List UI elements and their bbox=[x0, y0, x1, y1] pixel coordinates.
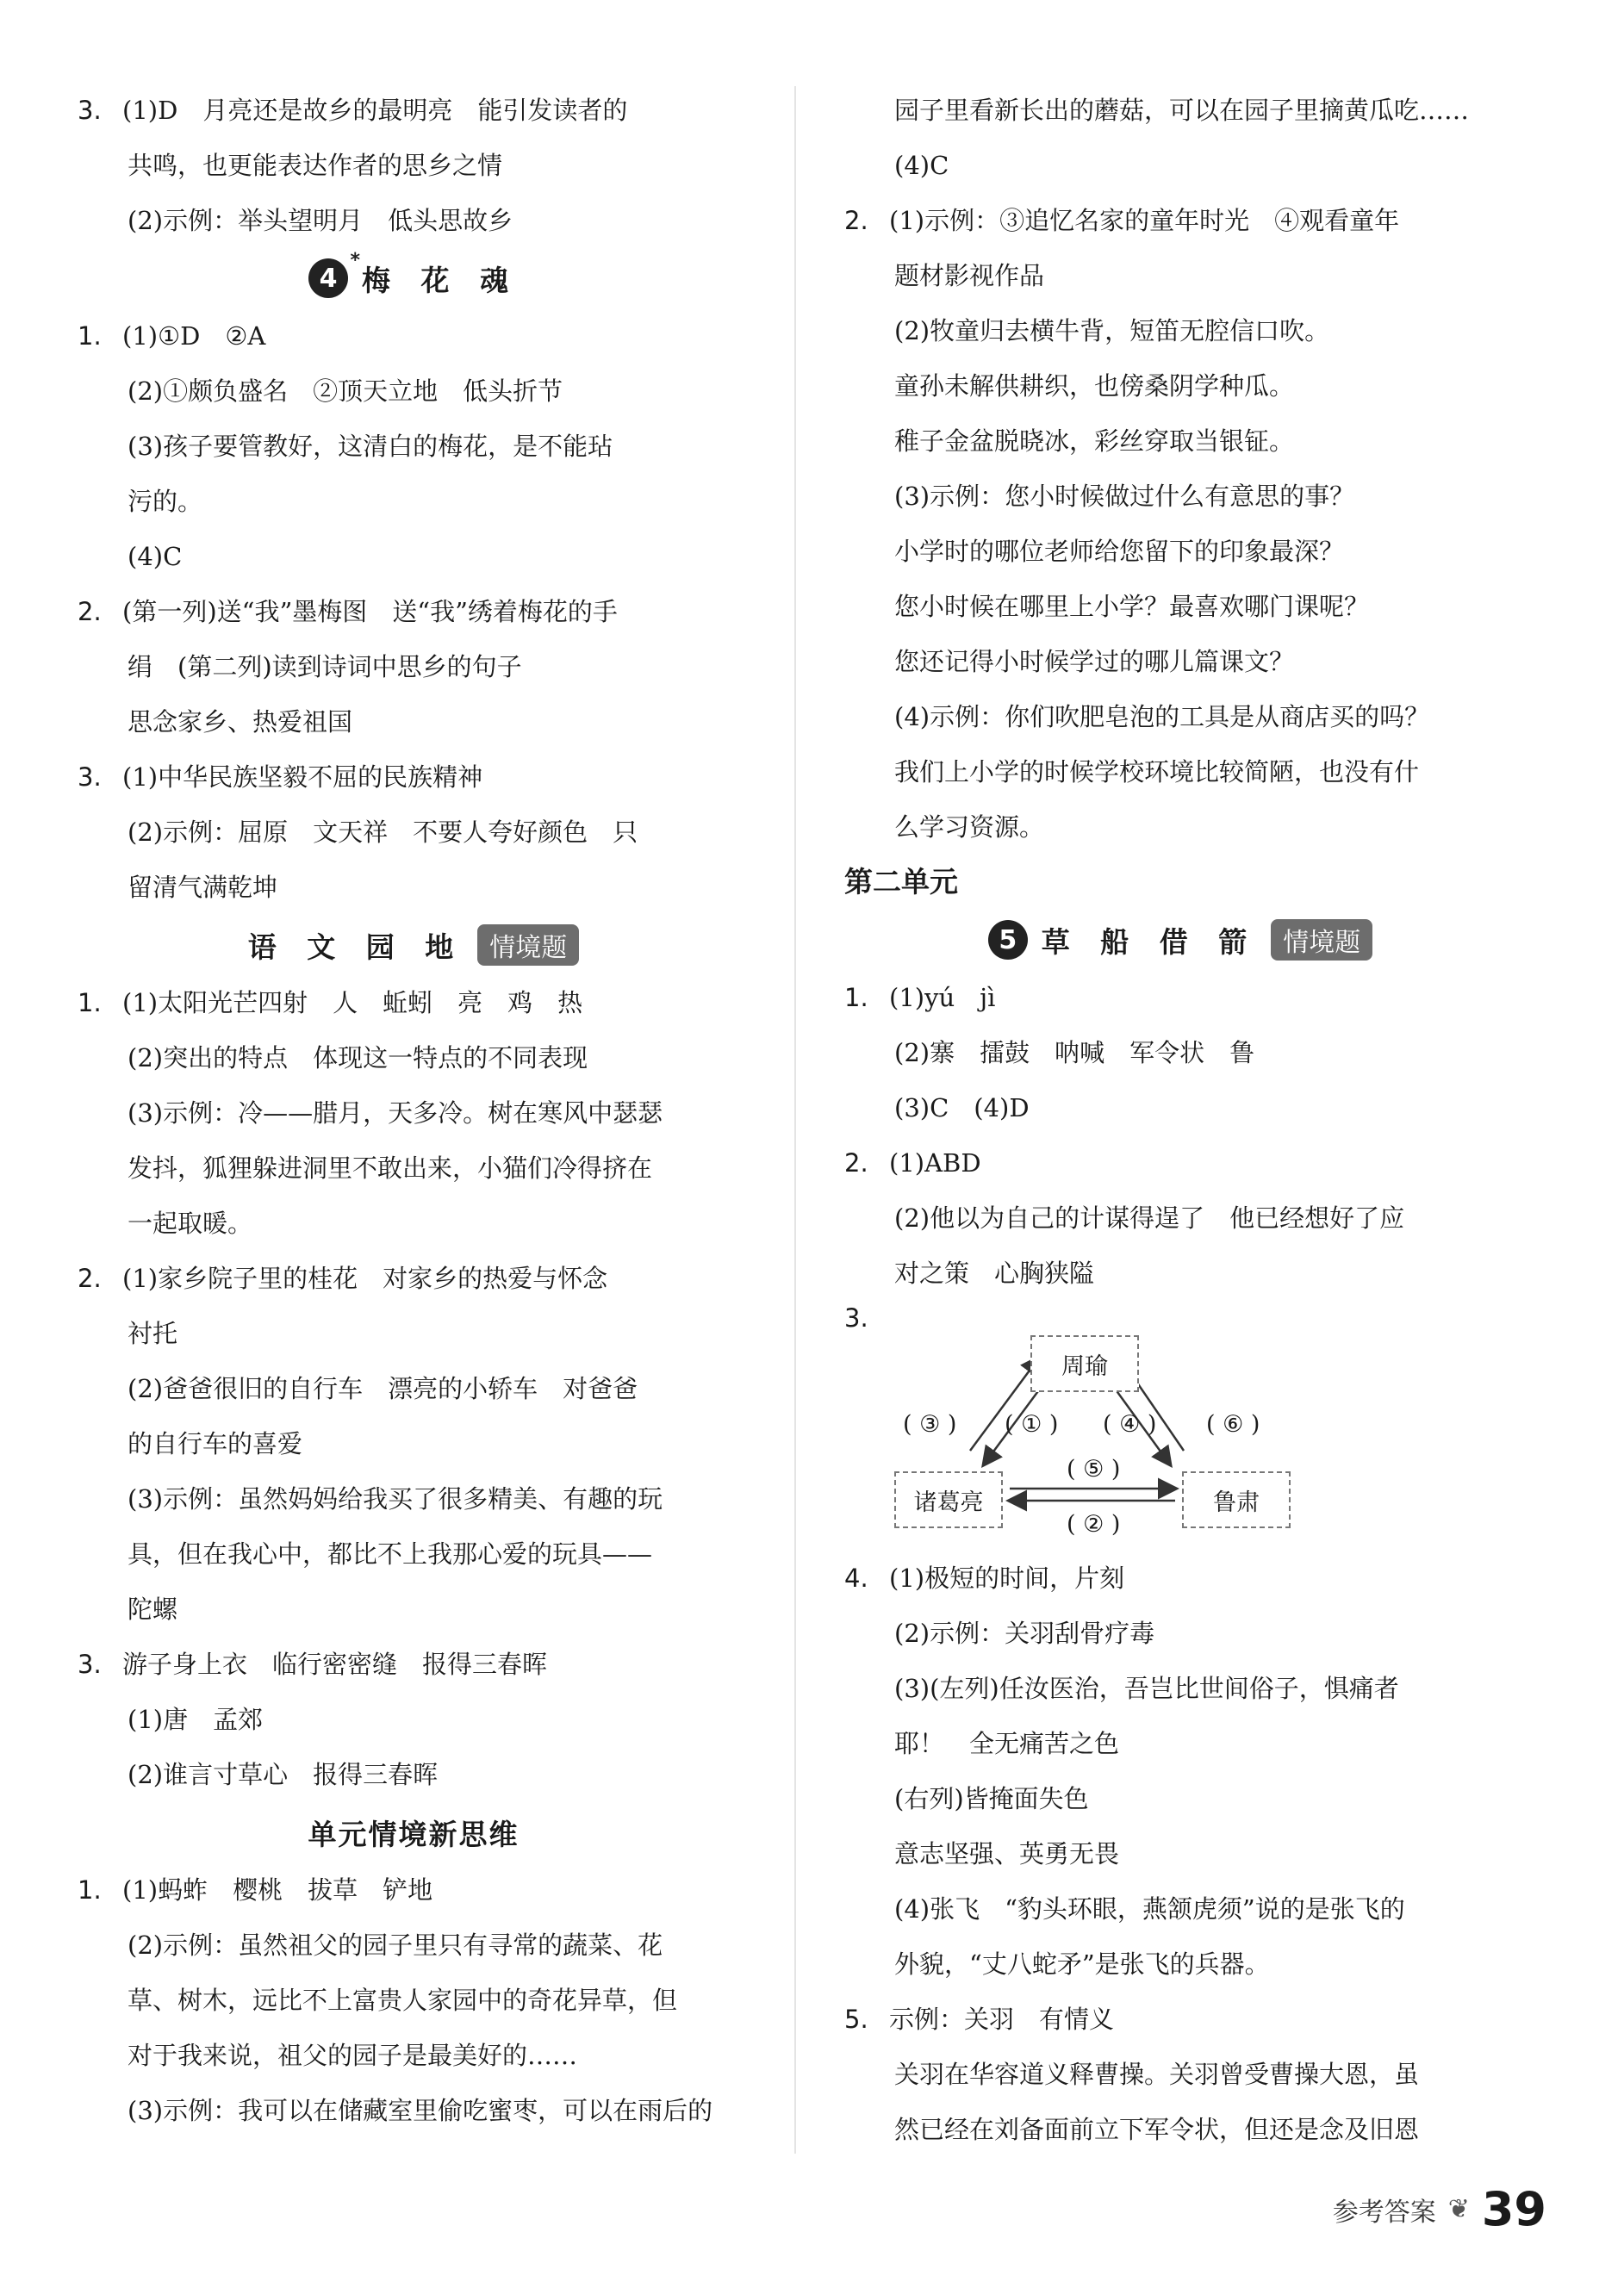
label-2: ( ② ) bbox=[1067, 1511, 1121, 1538]
lesson-5-more-answers bbox=[844, 1551, 1516, 2157]
answer-line: 思念家乡、热爱祖国 bbox=[128, 707, 353, 737]
answer-line: (3)(左列)任汝医治，吾岂比世间俗子，惧痛者 bbox=[894, 1674, 1399, 1703]
section-title: 语 文 园 地 bbox=[247, 930, 464, 964]
sprout-icon: ❦ bbox=[1447, 2194, 1470, 2224]
danyuan-answers bbox=[78, 1862, 750, 2138]
answer-line: 么学习资源。 bbox=[894, 812, 1045, 842]
lesson-number-badge: 5 bbox=[988, 920, 1028, 960]
left-column bbox=[78, 83, 750, 2138]
answer-line: (2)突出的特点 体现这一特点的不同表现 bbox=[128, 1043, 588, 1072]
answer-line: 的自行车的喜爱 bbox=[128, 1429, 303, 1458]
answer-line: 园子里看新长出的蘑菇，可以在园子里摘黄瓜吃…… bbox=[894, 96, 1470, 125]
answer-line: 对之策 心胸狭隘 bbox=[894, 1259, 1095, 1288]
question-number: 1. bbox=[78, 988, 102, 1017]
answer-line: 发抖，狐狸躲进洞里不敢出来，小猫们冷得挤在 bbox=[128, 1153, 653, 1183]
answer-line: 您小时候在哪里上小学？最喜欢哪门课呢？ bbox=[894, 592, 1370, 621]
answer-text: (1)D 月亮还是故乡的最明亮 能引发读者的 bbox=[122, 96, 628, 125]
label-4: ( ④ ) bbox=[1103, 1411, 1157, 1438]
answer-line: 外貌，“丈八蛇矛”是张飞的兵器。 bbox=[894, 1949, 1270, 1979]
answer-line: (2)示例：屈原 文天祥 不要人夸好颜色 只 bbox=[128, 818, 638, 847]
lesson-5-answers bbox=[844, 970, 1516, 1301]
answer-line: 题材影视作品 bbox=[894, 261, 1045, 290]
section-title: 单元情境新思维 bbox=[308, 1817, 520, 1851]
question-number: 2. bbox=[78, 597, 102, 626]
lesson-title: 梅 花 魂 bbox=[362, 263, 519, 297]
answer-line: (4)示例：你们吹肥皂泡的工具是从商店买的吗？ bbox=[894, 702, 1430, 731]
yuwen-answers bbox=[78, 975, 750, 1802]
answer-line: 关羽在华容道义释曹操。关羽曾受曹操大恩，虽 bbox=[894, 2060, 1420, 2089]
left-top-block bbox=[78, 83, 750, 248]
column-divider bbox=[794, 86, 796, 2154]
answer-line: (3)示例：我可以在储藏室里偷吃蜜枣，可以在雨后的 bbox=[128, 2096, 713, 2125]
question-number: 1. bbox=[78, 1875, 102, 1905]
scenario-badge: 情境题 bbox=[477, 924, 579, 966]
answer-line: (2)①颇负盛名 ②顶天立地 低头折节 bbox=[128, 376, 563, 406]
answer-line: 5. 示例：关羽 有情义 bbox=[844, 1992, 1516, 2047]
answer-line: 2. (1)ABD bbox=[844, 1135, 1516, 1191]
answer-line: 童孙未解供耕织，也傍桑阴学种瓜。 bbox=[894, 371, 1295, 401]
answer-line: 意志坚强、英勇无畏 bbox=[894, 1839, 1120, 1868]
page-footer bbox=[1333, 2182, 1546, 2236]
question-number: 3. bbox=[78, 96, 102, 125]
right-column bbox=[844, 83, 1516, 2157]
danyuan-heading bbox=[78, 1802, 750, 1862]
answer-line: 然已经在刘备面前立下军令状，但还是念及旧恩 bbox=[894, 2115, 1420, 2144]
node-zhugeliang: 诸葛亮 bbox=[894, 1471, 1003, 1528]
label-5: ( ⑤ ) bbox=[1067, 1456, 1121, 1483]
scenario-badge: 情境题 bbox=[1271, 919, 1372, 961]
answer-line: (3)示例：冷——腊月，天多冷。树在寒风中瑟瑟 bbox=[128, 1098, 663, 1128]
answer-line: 1. (1)yú jì bbox=[844, 970, 1516, 1025]
answer-line: (3)示例：您小时候做过什么有意思的事？ bbox=[894, 482, 1355, 511]
answer-line: (2)示例：举头望明月 低头思故乡 bbox=[128, 206, 513, 235]
answer-line: 1. (1)太阳光芒四射 人 蚯蚓 亮 鸡 热 bbox=[78, 975, 750, 1030]
right-top-block bbox=[844, 83, 1516, 855]
answer-line bbox=[78, 83, 750, 138]
answer-line: (4)C bbox=[894, 151, 949, 180]
answer-line: 对于我来说，祖父的园子是最美好的…… bbox=[128, 2041, 578, 2070]
footer-label: 参考答案 bbox=[1332, 2197, 1436, 2228]
label-6: ( ⑥ ) bbox=[1206, 1411, 1260, 1438]
answer-line: 1. (1)蚂蚱 樱桃 拔草 铲地 bbox=[78, 1862, 750, 1918]
answer-line: 2. (第一列)送“我”墨梅图 送“我”绣着梅花的手 bbox=[78, 584, 750, 639]
answer-line: (2)寨 擂鼓 呐喊 军令状 鲁 bbox=[894, 1038, 1255, 1067]
node-zhouyu: 周瑜 bbox=[1030, 1335, 1139, 1392]
answer-line: 您还记得小时候学过的哪儿篇课文？ bbox=[894, 647, 1295, 676]
answer-line: 留清气满乾坤 bbox=[128, 873, 278, 902]
answer-line: (4)C bbox=[128, 542, 183, 571]
lesson-5-heading bbox=[844, 910, 1516, 970]
lesson-4-heading bbox=[78, 248, 750, 308]
question-number: 3. bbox=[78, 762, 102, 792]
lesson-number-badge: 4 * bbox=[308, 258, 348, 298]
answer-line: (3)孩子要管教好，这清白的梅花，是不能玷 bbox=[128, 432, 613, 461]
answer-line: 陀螺 bbox=[128, 1595, 178, 1624]
question-number: 3. bbox=[78, 1650, 102, 1679]
node-lusu: 鲁肃 bbox=[1182, 1471, 1291, 1528]
answer-line: (2)爸爸很旧的自行车 漂亮的小轿车 对爸爸 bbox=[128, 1374, 638, 1403]
answer-line: 一起取暖。 bbox=[128, 1209, 253, 1238]
star-icon: * bbox=[350, 250, 360, 271]
answer-line: 小学时的哪位老师给您留下的印象最深？ bbox=[894, 537, 1345, 566]
question-number: 3. bbox=[844, 1303, 868, 1333]
question-number: 2. bbox=[78, 1264, 102, 1293]
answer-line: 我们上小学的时候学校环境比较简陋，也没有什 bbox=[894, 757, 1420, 786]
answer-line: 绢 (第二列)读到诗词中思乡的句子 bbox=[128, 652, 522, 681]
answer-line: 4. (1)极短的时间，片刻 bbox=[844, 1551, 1516, 1606]
answer-line: (2)示例：关羽刮骨疗毒 bbox=[894, 1619, 1155, 1648]
answer-line: 共鸣，也更能表达作者的思乡之情 bbox=[128, 151, 503, 180]
unit-heading: 第二单元 bbox=[844, 865, 958, 898]
answer-line: (2)牧童归去横牛背，短笛无腔信口吹。 bbox=[894, 316, 1330, 345]
answer-line: (1)唐 孟郊 bbox=[128, 1705, 264, 1734]
label-1: ( ① ) bbox=[1005, 1411, 1059, 1438]
answer-line: 3. 游子身上衣 临行密密缝 报得三春晖 bbox=[78, 1637, 750, 1692]
answer-line: 2. (1)家乡院子里的桂花 对家乡的热爱与怀念 bbox=[78, 1251, 750, 1306]
answer-line: 污的。 bbox=[128, 487, 203, 516]
question-number: 2. bbox=[844, 206, 868, 235]
answer-line: (2)示例：虽然祖父的园子里只有寻常的蔬菜、花 bbox=[128, 1931, 663, 1960]
question-number: 1. bbox=[844, 983, 868, 1012]
question-number: 2. bbox=[844, 1148, 868, 1178]
answer-line: (3)C (4)D bbox=[894, 1093, 1030, 1122]
page-number: 39 bbox=[1481, 2182, 1546, 2236]
answer-line: 1. (1)①D ②A bbox=[78, 308, 750, 364]
answer-line: (2)谁言寸草心 报得三春晖 bbox=[128, 1760, 439, 1789]
relationship-diagram bbox=[894, 1335, 1516, 1551]
answer-line: 3. (1)中华民族坚毅不屈的民族精神 bbox=[78, 749, 750, 805]
question-number: 1. bbox=[78, 321, 102, 351]
answer-line: 耶！ 全无痛苦之色 bbox=[894, 1729, 1120, 1758]
yuwen-yuandi-heading bbox=[78, 915, 750, 975]
answer-line: 2. (1)示例：③追忆名家的童年时光 ④观看童年 bbox=[844, 193, 1516, 248]
answer-line bbox=[844, 1301, 1516, 1335]
answer-line: 具，但在我心中，都比不上我那心爱的玩具—— bbox=[128, 1539, 653, 1569]
answer-line: (右列)皆掩面失色 bbox=[894, 1784, 1089, 1813]
question-number: 5. bbox=[844, 2005, 868, 2034]
label-3: ( ③ ) bbox=[903, 1411, 957, 1438]
answer-line: 草、树木，远比不上富贵人家园中的奇花异草，但 bbox=[128, 1986, 678, 2015]
answer-line: (4)张飞 “豹头环眼，燕颔虎须”说的是张飞的 bbox=[894, 1894, 1405, 1924]
answer-line: (3)示例：虽然妈妈给我买了很多精美、有趣的玩 bbox=[128, 1484, 663, 1514]
answer-line: 稚子金盆脱晓冰，彩丝穿取当银钲。 bbox=[894, 426, 1295, 456]
question-number: 4. bbox=[844, 1564, 868, 1593]
lesson-4-answers bbox=[78, 308, 750, 915]
lesson-title: 草 船 借 箭 bbox=[1041, 924, 1258, 959]
answer-line: (2)他以为自己的计谋得逞了 他已经想好了应 bbox=[894, 1203, 1405, 1233]
answer-line: 衬托 bbox=[128, 1319, 178, 1348]
